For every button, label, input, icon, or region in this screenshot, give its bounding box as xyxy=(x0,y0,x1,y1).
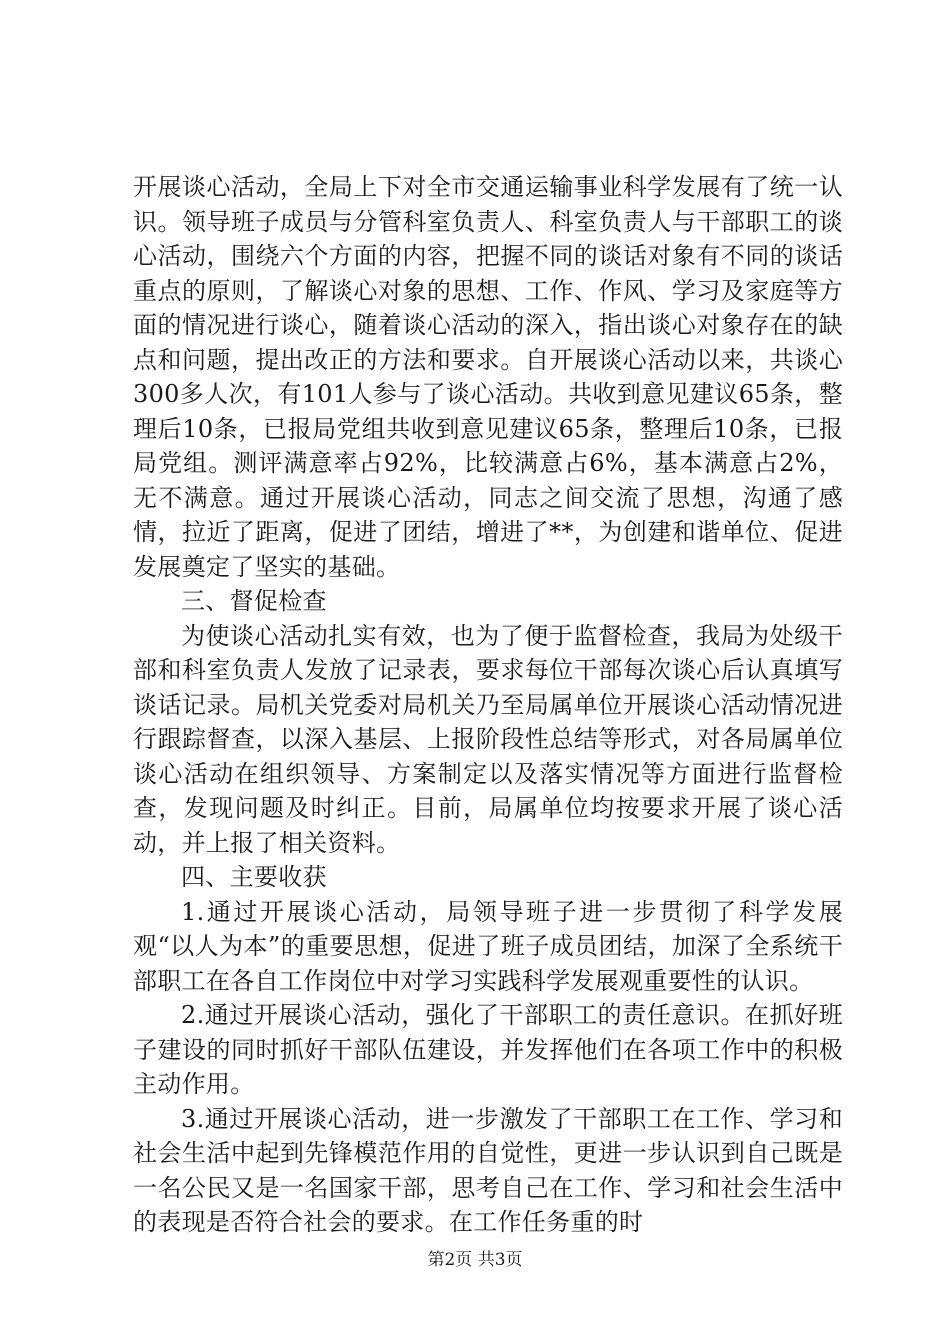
paragraph-gain-1: 1.通过开展谈心活动，局领导班子进一步贯彻了科学发展观“以人为本”的重要思想，促进了班子成员团结，加深了全系统干部职工在各自工作岗位中对学习实践科学发展观重要性的认识。 xyxy=(133,897,843,995)
paragraph-supervision: 为使谈心活动扎实有效，也为了便于监督检查，我局为处级干部和科室负责人发放了记录表，要求每位干部每次谈心后认真填写谈话记录。局机关党委对局机关乃至局属单位开展谈心活动情况进行跟踪督查，以深入基层、上报阶段性总结等形式，对各局属单位谈心活动在组织领导、方案制定以及落实情况等方面进行监督检查，发现问题及时纠正。目前，局属单位均按要求开展了谈心活动，并上报了相关资料。 xyxy=(133,621,843,857)
section-heading-supervision: 三、督促检查 xyxy=(181,587,327,615)
paragraph-gain-2: 2.通过开展谈心活动，强化了干部职工的责任意识。在抓好班子建设的同时抓好干部队伍建设，并发挥他们在各项工作中的积极主动作用。 xyxy=(133,1001,843,1098)
document-body xyxy=(133,170,843,1240)
page-number-footer: 第2页 共3页 xyxy=(427,1250,523,1270)
paragraph-talk-activity-results: 开展谈心活动，全局上下对全市交通运输事业科学发展有了统一认识。领导班子成员与分管科室负责人、科室负责人与干部职工的谈心活动，围绕六个方面的内容，把握不同的谈话对象有不同的谈话重点的原则，了解谈心对象的思想、工作、作风、学习及家庭等方面的情况进行谈心，随着谈心活动的深入，指出谈心对象存在的缺点和问题，提出改正的方法和要求。自开展谈心活动以来，共谈心300多人次，有101人参与了谈心活动。共收到意见建议65条，整理后10条，已报局党组共收到意见建议65条，整理后10条，已报局党组。测评满意率占92%，比较满意占6%，基本满意占2%，无不满意。通过开展谈心活动，同志之间交流了思想，沟通了感情，拉近了距离，促进了团结，增进了**，为创建和谐单位、促进发展奠定了坚实的基础。 xyxy=(133,173,843,581)
paragraph-gain-3: 3.通过开展谈心活动，进一步激发了干部职工在工作、学习和社会生活中起到先锋模范作用的自觉性，更进一步认识到自己既是一名公民又是一名国家干部，思考自己在工作、学习和社会生活中的表现是否符合社会的要求。在工作任务重的时 xyxy=(133,1104,843,1236)
section-heading-main-gains: 四、主要收获 xyxy=(181,863,327,891)
